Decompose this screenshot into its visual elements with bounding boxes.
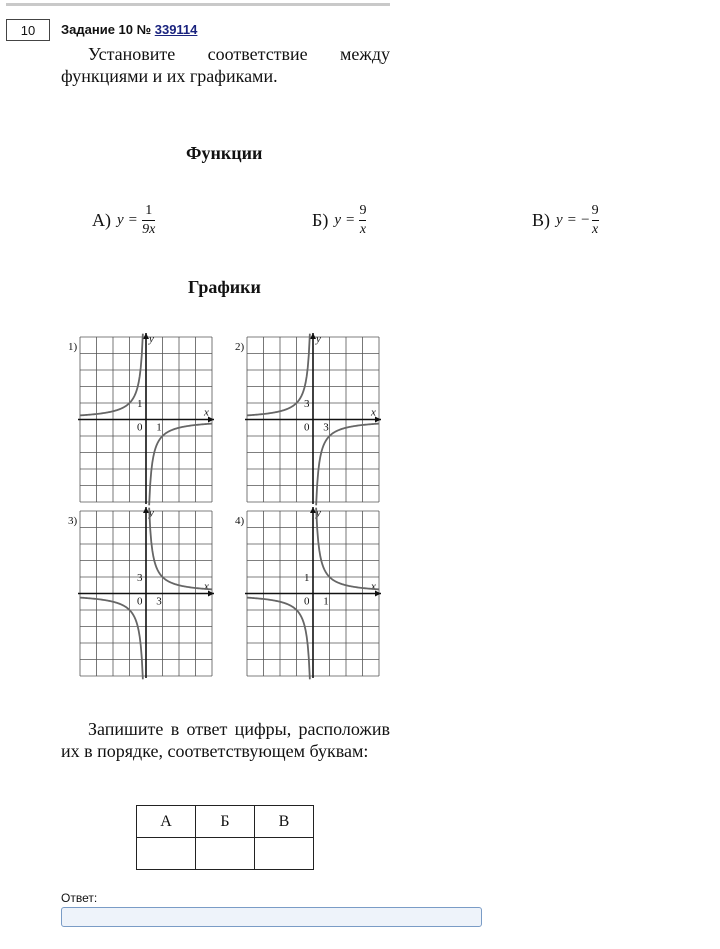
answer-table-header-b: Б [196, 806, 255, 838]
y-axis-label: y [316, 507, 321, 519]
y-tick-label: 1 [304, 572, 310, 584]
task-instruction: Запишите в ответ цифры, расположив их в порядке, соответствующем буквам: [61, 719, 390, 761]
answer-table-cell-c [255, 838, 314, 870]
graph-2 [235, 333, 381, 505]
graph-number: 4) [235, 515, 245, 527]
answer-table-cell-a [137, 838, 196, 870]
x-tick-label: 3 [323, 421, 329, 434]
x-tick-label: 1 [156, 421, 162, 434]
function-b-denominator: x [359, 222, 367, 237]
function-c [532, 203, 599, 238]
graphs-figure [60, 330, 400, 690]
x-axis-arrow [208, 591, 214, 597]
top-divider [6, 3, 390, 6]
answer-table-value-row [137, 838, 314, 870]
graph-1 [68, 333, 214, 505]
function-b-label: Б) [312, 210, 329, 230]
x-axis-arrow [375, 591, 381, 597]
function-c-eq: = [567, 212, 577, 228]
y-axis-label: y [149, 333, 154, 345]
function-c-formula [556, 203, 599, 238]
answer-table [136, 805, 314, 870]
function-b-numerator: 9 [359, 203, 367, 218]
function-a-lhs: y [117, 212, 124, 228]
answer-input[interactable] [61, 907, 482, 927]
answer-label: Ответ: [61, 891, 98, 905]
x-axis-label: x [204, 406, 209, 419]
function-c-fraction [592, 203, 599, 238]
fraction-bar [359, 220, 366, 221]
x-tick-label: 1 [323, 595, 329, 608]
function-c-sign: − [581, 212, 590, 228]
y-axis-label: y [149, 507, 154, 519]
fraction-bar [142, 220, 155, 221]
y-tick-label: 3 [304, 398, 310, 410]
function-a-formula [117, 203, 155, 238]
graph-3 [68, 507, 214, 679]
function-a [92, 203, 155, 238]
y-tick-label: 3 [137, 572, 143, 584]
function-b-eq: = [346, 212, 355, 228]
function-c-label: В) [532, 210, 550, 230]
origin-label: 0 [137, 595, 143, 608]
task-id-link[interactable]: 339114 [154, 22, 198, 37]
function-b-lhs: y [334, 212, 342, 228]
function-c-lhs: y [556, 212, 563, 228]
y-axis-label: y [316, 333, 321, 345]
graphs-heading: Графики [188, 277, 261, 297]
x-axis-arrow [208, 417, 214, 423]
y-tick-label: 1 [137, 398, 143, 410]
task-number-box: 10 [6, 19, 50, 41]
function-a-fraction [142, 203, 155, 238]
x-axis-arrow [375, 417, 381, 423]
graph-number: 3) [68, 515, 78, 527]
functions-heading: Функции [186, 143, 263, 163]
function-a-label: А) [92, 210, 111, 230]
answer-table-header-c: В [255, 806, 314, 838]
graph-number: 1) [68, 341, 78, 353]
answer-table-cell-b [196, 838, 255, 870]
origin-label: 0 [137, 421, 143, 434]
x-axis-label: x [204, 580, 209, 593]
fraction-bar [592, 220, 599, 221]
x-tick-label: 3 [156, 595, 162, 608]
graph-number: 2) [235, 341, 245, 353]
function-b-fraction [359, 203, 366, 238]
function-b [312, 203, 366, 238]
origin-label: 0 [304, 421, 310, 434]
origin-label: 0 [304, 595, 310, 608]
answer-table-header-a: А [137, 806, 196, 838]
function-a-eq: = [128, 212, 138, 228]
task-intro: Установите соответствие между функциями и их графиками. [61, 44, 390, 86]
x-axis-label: x [371, 406, 376, 419]
task-title [61, 22, 197, 37]
function-b-formula [334, 203, 366, 238]
function-a-denominator: 9x [142, 222, 156, 237]
function-c-numerator: 9 [591, 203, 599, 218]
function-c-denominator: x [592, 222, 599, 237]
graph-4 [235, 507, 381, 679]
answer-table-header-row [137, 806, 314, 838]
function-a-numerator: 1 [145, 203, 153, 218]
task-title-prefix: Задание 10 № [61, 22, 152, 37]
x-axis-label: x [371, 580, 376, 593]
